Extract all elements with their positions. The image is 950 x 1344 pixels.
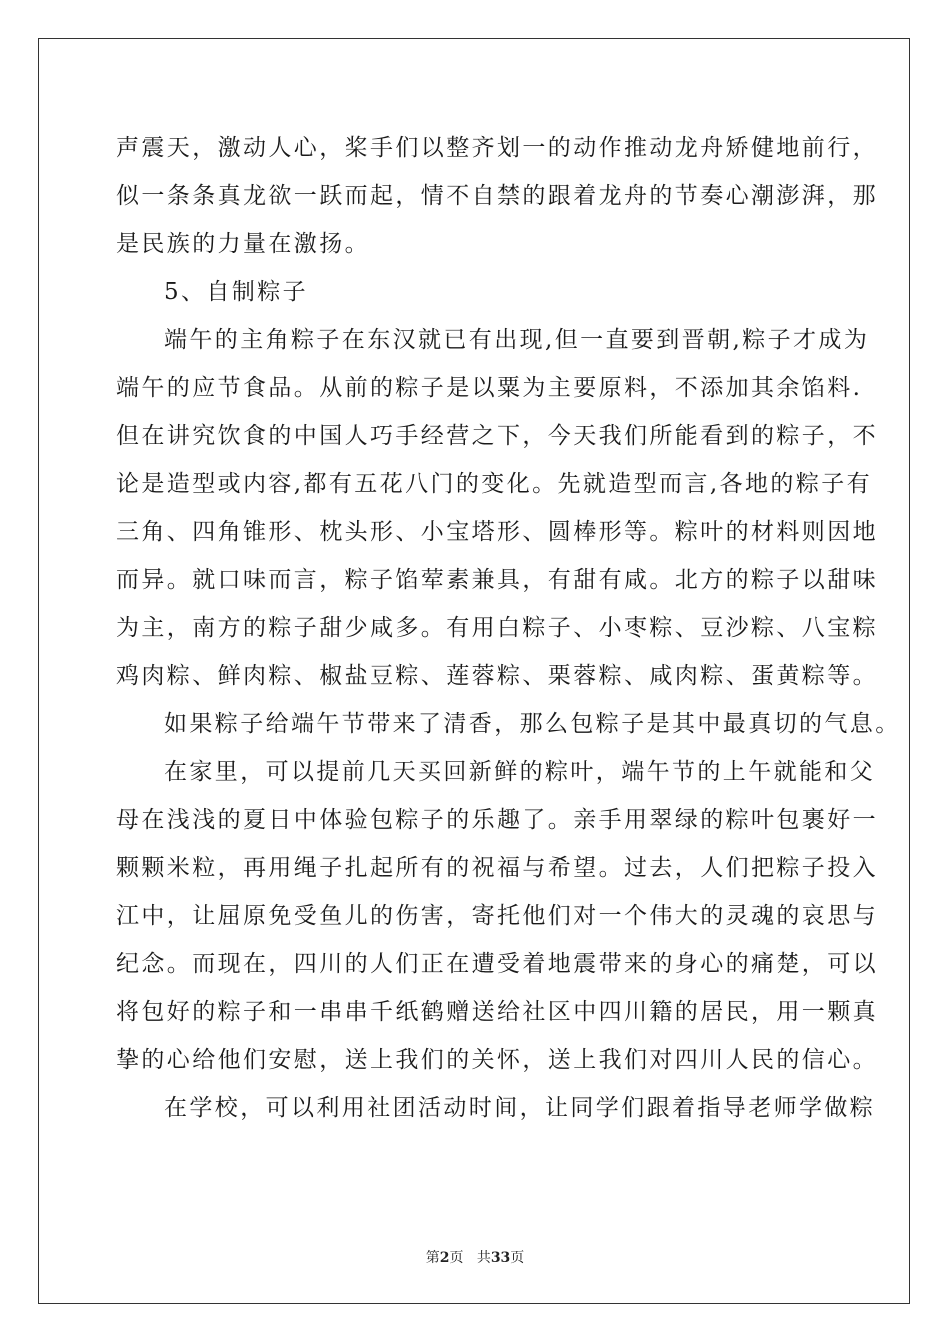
- paragraph-line: 如果粽子给端午节带来了清香，那么包粽子是其中最真切的气息。: [164, 711, 901, 737]
- paragraph-line: 纪念。而现在，四川的人们正在遭受着地震带来的身心的痛楚，可以: [116, 951, 878, 977]
- total-prefix: 共: [476, 1250, 491, 1266]
- page-number: 2: [439, 1250, 450, 1266]
- total-suffix: 页: [510, 1250, 525, 1266]
- paragraph-line: 端午的应节食品。从前的粽子是以粟为主要原料，不添加其余馅料.: [116, 375, 863, 401]
- total-pages: 33: [490, 1250, 511, 1266]
- paragraph-line: 声震天，激动人心，桨手们以整齐划一的动作推动龙舟矫健地前行，: [116, 135, 878, 161]
- paragraph-line: 颗颗米粒，再用绳子扎起所有的祝福与希望。过去，人们把粽子投入: [116, 855, 878, 881]
- page-prefix: 第: [425, 1250, 440, 1266]
- paragraph-line: 将包好的粽子和一串串千纸鹤赠送给社区中四川籍的居民，用一颗真: [116, 999, 878, 1025]
- paragraph-line: 江中，让屈原免受鱼儿的伤害，寄托他们对一个伟大的灵魂的哀思与: [116, 903, 878, 929]
- section-heading: 5、自制粽子: [164, 279, 309, 305]
- paragraph-line: 似一条条真龙欲一跃而起，情不自禁的跟着龙舟的节奏心潮澎湃，那: [116, 183, 878, 209]
- page-footer: [0, 1247, 950, 1267]
- paragraph-line: 为主，南方的粽子甜少咸多。有用白粽子、小枣粽、豆沙粽、八宝粽: [116, 615, 878, 641]
- paragraph-line: 是民族的力量在激扬。: [116, 231, 370, 257]
- paragraph-line: 端午的主角粽子在东汉就已有出现,但一直要到晋朝,粽子才成为: [164, 327, 870, 353]
- paragraph-line: 但在讲究饮食的中国人巧手经营之下，今天我们所能看到的粽子，不: [116, 423, 878, 449]
- paragraph-line: 挚的心给他们安慰，送上我们的关怀，送上我们对四川人民的信心。: [116, 1047, 878, 1073]
- paragraph-line: 母在浅浅的夏日中体验包粽子的乐趣了。亲手用翠绿的粽叶包裹好一: [116, 807, 878, 833]
- paragraph-line: 而异。就口味而言，粽子馅荤素兼具，有甜有咸。北方的粽子以甜味: [116, 567, 878, 593]
- page-suffix: 页: [449, 1250, 464, 1266]
- document-body: [116, 124, 901, 1132]
- paragraph-line: 三角、四角锥形、枕头形、小宝塔形、圆棒形等。粽叶的材料则因地: [116, 519, 878, 545]
- paragraph-line: 在学校，可以利用社团活动时间，让同学们跟着指导老师学做粽: [164, 1095, 876, 1121]
- paragraph-line: 在家里，可以提前几天买回新鲜的粽叶，端午节的上午就能和父: [164, 759, 876, 785]
- paragraph-line: 鸡肉粽、鲜肉粽、椒盐豆粽、莲蓉粽、栗蓉粽、咸肉粽、蛋黄粽等。: [116, 663, 878, 689]
- paragraph-line: 论是造型或内容,都有五花八门的变化。先就造型而言,各地的粽子有: [116, 471, 873, 497]
